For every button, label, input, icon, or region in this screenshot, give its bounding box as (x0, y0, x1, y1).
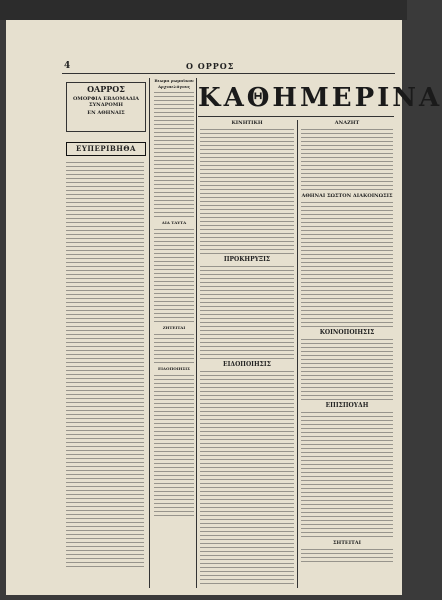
page-number: 4 (64, 61, 71, 71)
right-col1-heading-1: ΚΙΝΗΤΙΚΗ (231, 120, 263, 126)
column-rule (149, 78, 150, 588)
right-col2-heading-4: ΕΠΙΣΠΟΥΔΗ (325, 402, 369, 409)
masthead: ΚΑΘΗΜΕΡΙΝΑ (198, 83, 442, 113)
right-column-1-text (200, 120, 294, 588)
column-rule (297, 120, 298, 588)
right-column-2-text (301, 120, 393, 588)
header-rule (62, 73, 395, 74)
column-rule (196, 78, 197, 588)
middle-heading-2: ΖΗΤΕΙΤΑΙ (162, 325, 186, 330)
right-col2-heading-2: ΑΘΗΝΑΙ ΣΩΣΤΟΝ ΔΙΑΚΟΙΝΩΣΙΣ (301, 193, 393, 199)
ad-box (66, 82, 146, 132)
footer-right: ΣΗΤΕΙΤΑΙ (332, 540, 362, 546)
right-col1-heading-3: ΕΙΔΟΠΟΙΗΣΙΣ (223, 361, 271, 368)
middle-column-text (154, 78, 194, 588)
middle-heading-3: ΕΙΔΟΠΟΙΗΣΙΣ (158, 366, 190, 371)
middle-top-heading: Βιωμα ρωμαϊκου Αρχιπελάγους (154, 78, 194, 89)
ad-line1: ΟΜΟΡΦΙΑ ΕΒΔΟΜΑΔΙΑ ΣΥΝΔΡΟΜΗ (72, 96, 140, 108)
newspaper-page (6, 20, 442, 595)
ad-title: ΟΑΡΡΟΣ (87, 84, 125, 94)
masthead-rule (198, 116, 394, 117)
right-col1-heading-2: ΠΡΟΚΗΡΥΞΙΣ (223, 256, 271, 263)
middle-heading-1: ΔΙΑ ΤΑΥΤΑ (161, 220, 187, 225)
stamp: ΕΥΠΕΡΙΒΗΘΑ (66, 142, 146, 156)
ad-line2: ΕΝ ΑΘΗΝΑΙΣ (87, 110, 125, 116)
right-col2-heading-1: ΑΝΑΖΗΤ (334, 120, 360, 126)
left-column-text (66, 162, 144, 582)
header-title: Ο ΟΡΡΟΣ (186, 61, 235, 71)
right-col2-heading-3: ΚΟΙΝΟΠΟΙΗΣΙΣ (319, 329, 375, 336)
scan-border (0, 0, 407, 20)
